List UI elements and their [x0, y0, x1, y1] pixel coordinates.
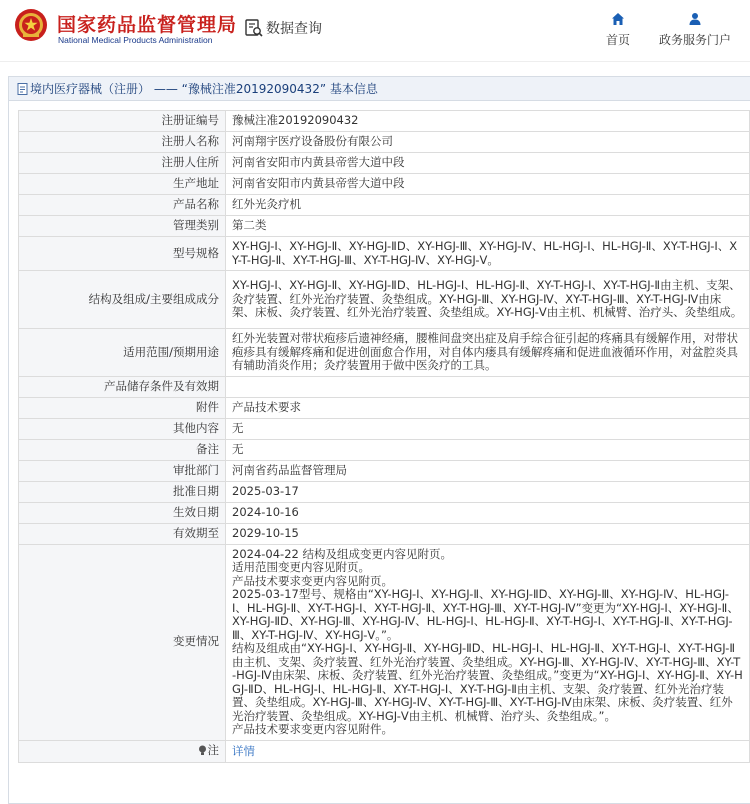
field-value: 第二类 — [226, 216, 750, 237]
field-value: 2025-03-17 — [226, 481, 750, 502]
user-icon — [688, 12, 702, 26]
data-query-label: 数据查询 — [266, 21, 322, 37]
field-label: 结构及组成/主要组成成分 — [19, 271, 226, 329]
details-link[interactable]: 详情 — [232, 743, 255, 758]
home-icon — [611, 12, 625, 26]
table-row — [19, 397, 750, 418]
table-row — [19, 418, 750, 439]
field-label: 有效期至 — [19, 523, 226, 544]
table-row — [19, 237, 750, 271]
lightbulb-icon — [198, 745, 207, 756]
nav-home-label: 首页 — [606, 33, 631, 47]
field-label: 管理类别 — [19, 216, 226, 237]
field-label: 生效日期 — [19, 502, 226, 523]
field-label: 注册证编号 — [19, 111, 226, 132]
table-row — [19, 132, 750, 153]
field-value: 河南省安阳市内黄县帝喾大道中段 — [226, 174, 750, 195]
nav-service-portal[interactable] — [659, 12, 731, 48]
field-label: 注册人住所 — [19, 153, 226, 174]
change-line: 2024-04-22 结构及组成变更内容见附页。 — [232, 546, 452, 561]
table-row — [19, 153, 750, 174]
document-icon — [17, 83, 28, 95]
field-label: 注册人名称 — [19, 132, 226, 153]
nav-home[interactable] — [606, 12, 630, 48]
table-row — [19, 271, 750, 329]
field-value: 2024-10-16 — [226, 502, 750, 523]
field-label: 审批部门 — [19, 460, 226, 481]
brand-title: 国家药品监督管理局 — [57, 14, 238, 36]
table-row — [19, 481, 750, 502]
field-value: 河南翔宇医疗设备股份有限公司 — [226, 132, 750, 153]
field-value: XY-HGJ-Ⅰ、XY-HGJ-Ⅱ、XY-HGJ-ⅡD、HL-HGJ-Ⅰ、HL-HGJ-Ⅱ、XY-T-HGJ-Ⅰ、XY-T-HGJ-Ⅱ由主机、支架、灸疗装置、红外光治疗装置、灸垫组成。XY-HGJ-Ⅲ、XY-HGJ-Ⅳ、XY-T-HGJ-Ⅲ、XY-T-HGJ-Ⅳ由床架、床板、灸疗装置、红外光治疗装置、灸垫组成。XY-HGJ-Ⅴ由主机、机械臂、治疗头、灸垫组成。 — [226, 271, 750, 329]
changes-label: 变更情况 — [19, 544, 226, 740]
field-label: 产品名称 — [19, 195, 226, 216]
field-value: 2029-10-15 — [226, 523, 750, 544]
field-value: 无 — [226, 439, 750, 460]
emblem-icon — [14, 8, 48, 42]
change-line: 适用范围变更内容见附页。 — [232, 560, 370, 574]
field-label: 附件 — [19, 397, 226, 418]
table-row — [19, 174, 750, 195]
note-label-cell — [19, 740, 226, 763]
field-value: 红外光装置对带状疱疹后遗神经痛，腰椎间盘突出症及肩手综合征引起的疼痛具有缓解作用，对带状疱疹具有缓解疼痛和促进创面愈合作用，对自体内瘘具有缓解疼痛和促进血液循环作用，对盆腔炎具有辅助消炎作用；灸疗装置用于做中医灸疗的工具。 — [226, 329, 750, 377]
field-value: 产品技术要求 — [226, 397, 750, 418]
data-query-link[interactable] — [244, 17, 322, 39]
table-row — [19, 460, 750, 481]
field-value — [226, 376, 750, 397]
field-value: 无 — [226, 418, 750, 439]
panel-header — [9, 77, 750, 101]
change-line: 2025-03-17型号、规格由“XY-HGJ-Ⅰ、XY-HGJ-Ⅱ、XY-HGJ-ⅡD、XY-HGJ-Ⅲ、XY-HGJ-Ⅳ、HL-HGJ-Ⅰ、HL-HGJ-Ⅱ、XY-T-HGJ-Ⅰ、XY-T-HGJ-Ⅱ、XY-T-HGJ-Ⅲ、XY-T-HGJ-Ⅳ”变更为“XY-HGJ-Ⅰ、XY-HGJ-Ⅱ、XY-HGJ-ⅡD、XY-HGJ-Ⅲ、XY-HGJ-Ⅳ、HL-HGJ-Ⅰ、HL-HGJ-Ⅱ、XY-T-HGJ-Ⅰ、XY-T-HGJ-Ⅱ、XY-T-HGJ-Ⅲ、XY-T-HGJ-Ⅳ、XY-HGJ-Ⅴ。”。 — [232, 587, 739, 642]
table-row — [19, 523, 750, 544]
field-label: 型号规格 — [19, 237, 226, 271]
field-value: 红外光灸疗机 — [226, 195, 750, 216]
site-header — [0, 0, 750, 62]
field-value: 豫械注准20192090432 — [226, 111, 750, 132]
field-value: XY-HGJ-Ⅰ、XY-HGJ-Ⅱ、XY-HGJ-ⅡD、XY-HGJ-Ⅲ、XY-HGJ-Ⅳ、HL-HGJ-Ⅰ、HL-HGJ-Ⅱ、XY-T-HGJ-Ⅰ、XY-T-HGJ-Ⅱ、XY-T-HGJ-Ⅲ、XY-T-HGJ-Ⅳ、XY-HGJ-Ⅴ。 — [226, 237, 750, 271]
info-table — [18, 110, 750, 763]
table-row-changes — [19, 544, 750, 740]
note-label: 注 — [207, 742, 219, 757]
table-row — [19, 329, 750, 377]
change-line: 产品技术要求变更内容见附件。 — [232, 722, 393, 736]
field-value: 河南省药品监督管理局 — [226, 460, 750, 481]
changes-value — [226, 544, 750, 740]
brand-subtitle: National Medical Products Administration — [58, 35, 213, 45]
search-document-icon — [244, 18, 264, 38]
field-label: 生产地址 — [19, 174, 226, 195]
table-row — [19, 376, 750, 397]
field-label: 适用范围/预期用途 — [19, 329, 226, 377]
table-row-note — [19, 740, 750, 763]
table-row — [19, 216, 750, 237]
nav-portal-label: 政务服务门户 — [659, 33, 732, 47]
note-value-cell — [226, 740, 750, 763]
field-value: 河南省安阳市内黄县帝喾大道中段 — [226, 153, 750, 174]
field-label: 备注 — [19, 439, 226, 460]
panel-title: 境内医疗器械（注册） —— “豫械注准20192090432” 基本信息 — [30, 82, 378, 96]
table-row — [19, 111, 750, 132]
field-label: 其他内容 — [19, 418, 226, 439]
change-line: 结构及组成由“XY-HGJ-Ⅰ、XY-HGJ-Ⅱ、XY-HGJ-ⅡD、HL-HGJ-Ⅰ、HL-HGJ-Ⅱ、XY-T-HGJ-Ⅰ、XY-T-HGJ-Ⅱ由主机、支架、灸疗装置、红外光治疗装置、灸垫组成。XY-HGJ-Ⅲ、XY-HGJ-Ⅳ、XY-T-HGJ-Ⅲ、XY-T-HGJ-Ⅳ由床架、床板、灸疗装置、红外光治疗装置、灸垫组成。”变更为“XY-HGJ-Ⅰ、XY-HGJ-Ⅱ、XY-HGJ-ⅡD、HL-HGJ-Ⅰ、HL-HGJ-Ⅱ、XY-T-HGJ-Ⅰ、XY-T-HGJ-Ⅱ由主机、支架、灸疗装置、红外光治疗装置、灸垫组成。XY-HGJ-Ⅲ、XY-HGJ-Ⅳ、XY-T-HGJ-Ⅲ、XY-T-HGJ-Ⅳ由床架、床板、灸疗装置、红外光治疗装置、灸垫组成。XY-HGJ-Ⅴ由主机、机械臂、治疗头、灸垫组成。”。 — [232, 641, 743, 723]
table-row — [19, 502, 750, 523]
field-label: 产品储存条件及有效期 — [19, 376, 226, 397]
change-line: 产品技术要求变更内容见附页。 — [232, 573, 393, 588]
table-row — [19, 195, 750, 216]
field-label: 批准日期 — [19, 481, 226, 502]
table-row — [19, 439, 750, 460]
